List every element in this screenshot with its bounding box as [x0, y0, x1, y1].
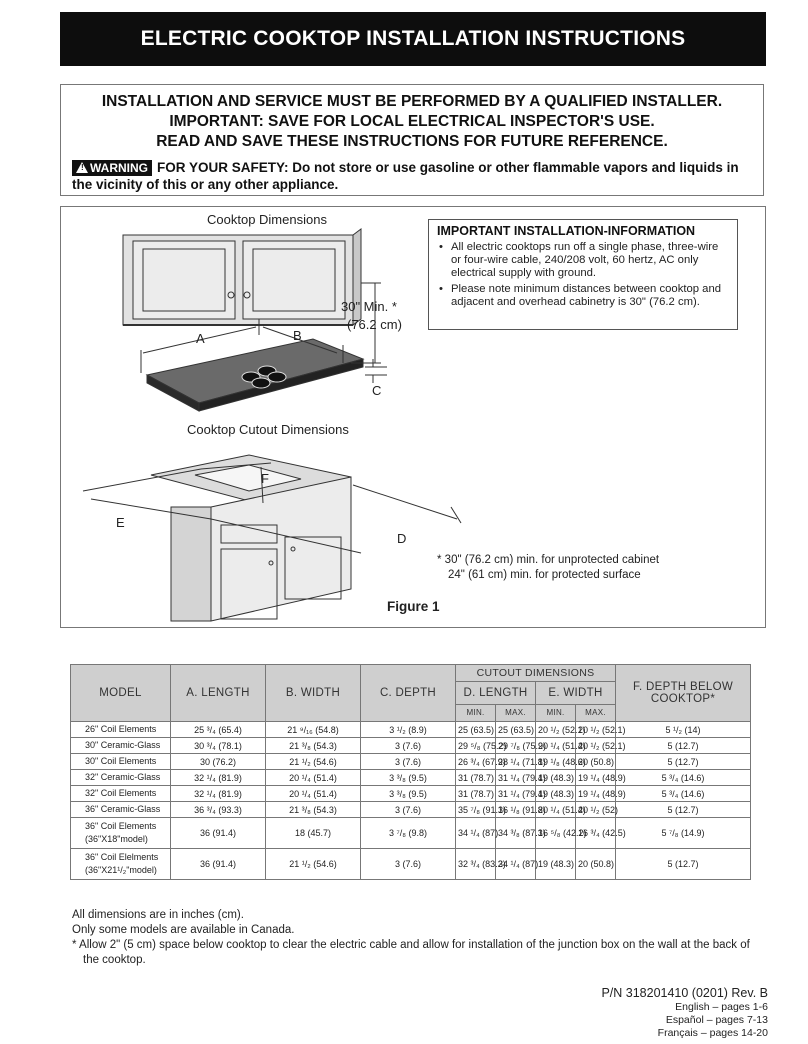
cell-e-min: 19 ¹/₈ (48.6) — [536, 754, 576, 770]
cell-width: 21 ⁹/₁₆ (54.8) — [266, 722, 361, 738]
notice-lines — [61, 92, 763, 152]
cell-e-min: 20 ¹/₂ (52.1) — [536, 722, 576, 738]
cell-d-min: 34 ¹/₄ (87) — [456, 818, 496, 849]
cell-length: 36 (91.4) — [171, 818, 266, 849]
cell-d-min: 26 ³/₄ (67.9) — [456, 754, 496, 770]
dimension-label-f: F — [261, 471, 269, 486]
cell-d-max: 36 ¹/₈ (91.8) — [496, 802, 536, 818]
cell-d-min: 31 (78.7) — [456, 786, 496, 802]
table-row — [71, 722, 751, 738]
cell-width: 21 ¹/₂ (54.6) — [266, 849, 361, 880]
dimension-label-d: D — [397, 531, 407, 546]
cell-e-min: 20 ¹/₄ (51.4) — [536, 738, 576, 754]
header-depth-below — [616, 665, 751, 722]
info-title: IMPORTANT INSTALLATION-INFORMATION — [437, 224, 696, 238]
cell-d-max: 29 ⁷/₈ (75.9) — [496, 738, 536, 754]
dimension-label-b: B — [293, 328, 302, 343]
table-row — [71, 818, 751, 849]
notice-line-inspector: IMPORTANT: SAVE FOR LOCAL ELECTRICAL INSPECTOR'S USE. — [169, 113, 655, 130]
header-cutout-dimensions: CUTOUT DIMENSIONS — [456, 665, 616, 682]
cell-e-max: 19 ¹/₄ (48.9) — [576, 786, 616, 802]
header-e-width: E. WIDTH — [536, 682, 616, 704]
table-header-row-1 — [71, 665, 751, 682]
table-row — [71, 754, 751, 770]
cell-e-max: 20 ¹/₂ (52.1) — [576, 738, 616, 754]
cell-d-max: 31 ¹/₄ (79.4) — [496, 770, 536, 786]
notice-line-save-instructions: READ AND SAVE THESE INSTRUCTIONS FOR FUTURE REFERENCE. — [156, 133, 668, 150]
dimension-label-e: E — [116, 515, 125, 530]
note-junction-box: * Allow 2" (5 cm) space below cooktop to clear the electric cable and allow for installation of the junction box on the wall at the back of the cooktop. — [72, 939, 750, 966]
cell-length: 30 (76.2) — [171, 754, 266, 770]
cell-d-min: 35 ⁷/₈ (91.1) — [456, 802, 496, 818]
cell-model: 30" Ceramic-Glass — [71, 738, 171, 754]
dimension-label-c: C — [372, 383, 382, 398]
notice-line-qualified-installer: INSTALLATION AND SERVICE MUST BE PERFORMED BY A QUALIFIED INSTALLER. — [101, 93, 723, 110]
cell-e-max: 20 ¹/₂ (52) — [576, 802, 616, 818]
cell-depth-below: 5 ³/₄ (14.6) — [616, 770, 751, 786]
min-clearance-label: 30" Min. * — [341, 299, 397, 314]
cell-d-max: 34 ³/₈ (87.3) — [496, 818, 536, 849]
cell-depth-below: 5 ¹/₂ (14) — [616, 722, 751, 738]
header-d-length: D. LENGTH — [456, 682, 536, 704]
cell-depth-below: 5 ⁷/₈ (14.9) — [616, 818, 751, 849]
cooktop-drawing — [147, 339, 363, 411]
header-length: A. LENGTH — [171, 665, 266, 722]
language-spanish-pages: Español – pages 7-13 — [665, 1014, 768, 1026]
warning-triangle-icon: ! — [76, 162, 88, 173]
cell-e-max: 16 ³/₄ (42.5) — [576, 818, 616, 849]
dimensions-table — [70, 664, 751, 880]
note-canada: Only some models are available in Canada. — [72, 924, 295, 936]
cell-depth: 3 (7.6) — [361, 754, 456, 770]
table-row — [71, 849, 751, 880]
notice-box — [60, 84, 764, 196]
cell-depth: 3 (7.6) — [361, 849, 456, 880]
cell-length: 32 ¹/₄ (81.9) — [171, 786, 266, 802]
cell-depth: 3 ¹/₂ (8.9) — [361, 722, 456, 738]
cell-d-min: 29 ⁵/₈ (75.2) — [456, 738, 496, 754]
cell-d-max: 28 ¹/₄ (71.8) — [496, 754, 536, 770]
cell-e-min: 19 (48.3) — [536, 770, 576, 786]
cell-e-max: 19 ¹/₄ (48.9) — [576, 770, 616, 786]
header-model: MODEL — [71, 665, 171, 722]
cell-model: 36" Coil Elelments (36"X21¹/₂"model) — [71, 849, 171, 880]
header-depth-below-line1: F. DEPTH BELOW — [632, 681, 734, 693]
cell-depth-below: 5 (12.7) — [616, 802, 751, 818]
warning-statement — [72, 159, 762, 193]
cell-length: 25 ³/₄ (65.4) — [171, 722, 266, 738]
warning-text: FOR YOUR SAFETY: Do not store or use gasoline or other flammable vapors and liquids in the vicinity of this or any other appliance. — [72, 160, 739, 192]
cell-model: 36" Ceramic-Glass — [71, 802, 171, 818]
figure-footnote-protected: 24" (61 cm) min. for protected surface — [448, 569, 641, 581]
header-d-min: MIN. — [456, 704, 496, 721]
table-row — [71, 738, 751, 754]
cell-d-min: 25 (63.5) — [456, 722, 496, 738]
document-footer — [601, 985, 768, 1040]
cooktop-dimensions-title: Cooktop Dimensions — [207, 212, 327, 227]
figure-footnote-unprotected: * 30" (76.2 cm) min. for unprotected cabinet — [437, 554, 660, 566]
header-depth: C. DEPTH — [361, 665, 456, 722]
note-units: All dimensions are in inches (cm). — [72, 909, 244, 921]
warning-badge-label: WARNING — [90, 161, 148, 175]
cell-e-min: 19 (48.3) — [536, 849, 576, 880]
header-e-max: MAX. — [576, 704, 616, 721]
cell-width: 18 (45.7) — [266, 818, 361, 849]
cutout-dimensions-title: Cooktop Cutout Dimensions — [187, 422, 349, 437]
cell-depth: 3 (7.6) — [361, 802, 456, 818]
base-cabinet-drawing — [151, 455, 351, 621]
table-notes — [72, 908, 762, 968]
info-item-electrical: • All electric cooktops run off a single phase, three-wire or four-wire cable, 240/208 volt, 60 hertz, AC only electrical supply with ground. — [437, 241, 729, 280]
cell-width: 21 ¹/₂ (54.6) — [266, 754, 361, 770]
part-number: P/N 318201410 (0201) Rev. B — [601, 986, 768, 1000]
cell-depth-below: 5 (12.7) — [616, 738, 751, 754]
language-english-pages: English – pages 1-6 — [675, 1001, 768, 1013]
cell-length: 32 ¹/₄ (81.9) — [171, 770, 266, 786]
cell-d-min: 32 ³/₄ (83.2) — [456, 849, 496, 880]
header-depth-below-line2: COOKTOP* — [650, 693, 716, 705]
min-clearance-metric-label: (76.2 cm) — [347, 317, 402, 332]
cell-width: 21 ³/₈ (54.3) — [266, 738, 361, 754]
table-row — [71, 786, 751, 802]
header-d-max: MAX. — [496, 704, 536, 721]
cell-e-min: 20 ¹/₄ (51.4) — [536, 802, 576, 818]
header-e-min: MIN. — [536, 704, 576, 721]
dimensions-table-wrapper — [70, 664, 750, 880]
cell-width: 20 ¹/₄ (51.4) — [266, 770, 361, 786]
warning-badge — [72, 160, 152, 176]
table-row — [71, 802, 751, 818]
cell-depth: 3 ³/₈ (9.5) — [361, 770, 456, 786]
cell-length: 30 ³/₄ (78.1) — [171, 738, 266, 754]
cell-width: 21 ³/₈ (54.3) — [266, 802, 361, 818]
header-width: B. WIDTH — [266, 665, 361, 722]
cell-depth-below: 5 ³/₄ (14.6) — [616, 786, 751, 802]
cell-depth-below: 5 (12.7) — [616, 754, 751, 770]
language-french-pages: Français – pages 14-20 — [657, 1027, 768, 1039]
upper-cabinet-drawing — [123, 229, 361, 325]
cell-length: 36 (91.4) — [171, 849, 266, 880]
cell-length: 36 ³/₄ (93.3) — [171, 802, 266, 818]
cell-depth-below: 5 (12.7) — [616, 849, 751, 880]
cell-model: 26" Coil Elements — [71, 722, 171, 738]
cell-model: 32" Ceramic-Glass — [71, 770, 171, 786]
figure-footnote — [437, 553, 659, 583]
info-item-clearance: • Please note minimum distances between cooktop and adjacent and overhead cabinetry is 30" (76.2 cm). — [437, 283, 729, 309]
dimension-label-a: A — [196, 331, 205, 346]
figure-caption: Figure 1 — [387, 599, 440, 614]
important-info-box — [428, 219, 738, 330]
cell-d-min: 31 (78.7) — [456, 770, 496, 786]
page-title: ELECTRIC COOKTOP INSTALLATION INSTRUCTIONS — [60, 12, 766, 66]
cell-d-max: 34 ¹/₄ (87) — [496, 849, 536, 880]
cell-model: 32" Coil Elements — [71, 786, 171, 802]
cell-e-min: 16 ⁵/₈ (42.2) — [536, 818, 576, 849]
cell-depth: 3 (7.6) — [361, 738, 456, 754]
table-row — [71, 770, 751, 786]
cell-e-min: 19 (48.3) — [536, 786, 576, 802]
cell-model: 30" Coil Elements — [71, 754, 171, 770]
cell-e-max: 20 (50.8) — [576, 754, 616, 770]
cell-model: 36" Coil Elements (36"X18"model) — [71, 818, 171, 849]
cell-depth: 3 ³/₈ (9.5) — [361, 786, 456, 802]
cell-width: 20 ¹/₄ (51.4) — [266, 786, 361, 802]
cell-e-max: 20 ¹/₂ (52.1) — [576, 722, 616, 738]
cell-d-max: 25 (63.5) — [496, 722, 536, 738]
cell-e-max: 20 (50.8) — [576, 849, 616, 880]
cell-d-max: 31 ¹/₄ (79.4) — [496, 786, 536, 802]
cell-depth: 3 ⁷/₈ (9.8) — [361, 818, 456, 849]
